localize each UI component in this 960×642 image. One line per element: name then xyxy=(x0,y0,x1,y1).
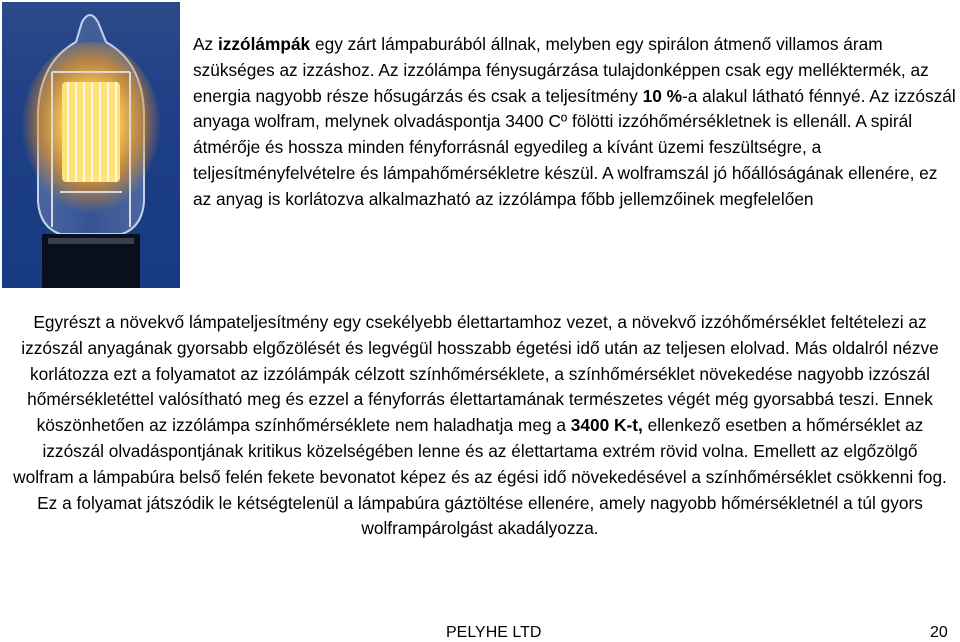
body-text-2: ellenkező esetben a hőmérséklet az izzószál olvadáspontjának kritikus közelségében lenne és az élettartama extrém rövid volna. Emellett az elgőzölgő wolfram a lámpabúra belső felén fekete bevonatot képez és az égési idő növekedésével a színhőmérséklet csökkenni fog. Ez a folyamat játszódik le kétségtelenül a lámpabúra gáztöltése ellenére, amely nagyobb hőmérsékletnél a túl gyors wolframpárolgást akadályozza. xyxy=(13,415,947,539)
intro-bold-percent: 10 % xyxy=(642,85,682,106)
intro-text-3: -a alakul látható fénnyé. Az izzószál anyaga wolfram, melynek olvadáspontja 3400 Cº fölötti izzóhőmérsékletnek is ellenáll. A spirál átmérője és hossza minden fényforrásnál egyedileg a kívánt üzemi feszültségre, a teljesítményfelvételre és lámpahőmérsékletre készül. A wolframszál jó hőállóságának ellenére, ez az anyag is korlátozva alkalmazható az izzólámpa főbb jellemzőinek megfelelően xyxy=(193,85,956,209)
footer-page-number: 20 xyxy=(930,624,948,641)
body-paragraph xyxy=(10,310,950,542)
footer-company: PELYHE LTD xyxy=(446,624,542,641)
intro-paragraph xyxy=(193,32,958,213)
body-bold-temperature: 3400 K-t, xyxy=(570,415,643,436)
incandescent-lamp-photo xyxy=(2,2,180,288)
intro-text-2: egy zárt lámpaburából állnak, melyben egy spirálon átmenő villamos áram szükséges az izzáshoz. Az izzólámpa fénysugárzása tulajdonképpen csak egy melléktermék, az energia nagyobb része hősugárzás és csak a teljesítmény xyxy=(193,34,929,106)
body-text-1: Egyrészt a növekvő lámpateljesítmény egy csekélyebb élettartamhoz vezet, a növekvő izzóhőmérséklet feltételezi az izzószál anyagának gyorsabb elgőzölését és legvégül hosszabb égetési idő után az teljesen elolvad. Más oldalról nézve korlátozza ezt a folyamatot az izzólámpák célzott színhőmérséklete, a színhőmérséklet növekedése nagyobb izzószál hőmérsékletéttel valósítható meg és ezzel a fényforrás élettartamának természetes végét még gyorsabbá teszi. Ennek köszönhetően az izzólámpa színhőmérséklete nem haladhatja meg a xyxy=(21,312,939,436)
intro-bold-term: izzólámpák xyxy=(217,34,311,54)
intro-text-1: Az xyxy=(193,34,218,54)
